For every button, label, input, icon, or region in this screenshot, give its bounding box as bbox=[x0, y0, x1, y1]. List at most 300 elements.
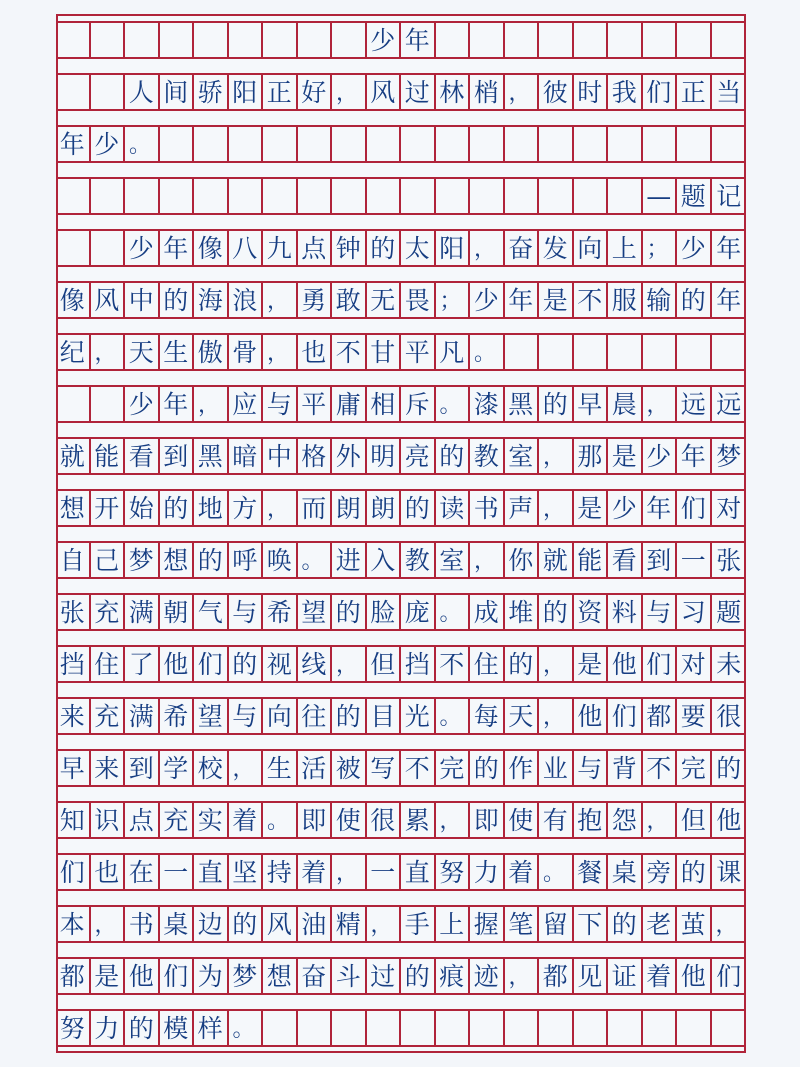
grid-cell-char: 模 bbox=[160, 1011, 195, 1045]
grid-cell-char: 入 bbox=[367, 543, 402, 577]
grid-cell-char: 生 bbox=[160, 335, 195, 369]
grid-cell-char: 旁 bbox=[643, 855, 678, 889]
grid-cell-char: 见 bbox=[574, 959, 609, 993]
attribution-row bbox=[56, 177, 746, 215]
grid-cell-char: 对 bbox=[716, 493, 742, 523]
grid-cell-empty bbox=[470, 23, 505, 57]
grid-cell-empty bbox=[91, 179, 126, 213]
grid-cell-empty bbox=[712, 23, 747, 57]
grid-cell-char: 但 bbox=[367, 647, 402, 681]
grid-cell-char: 室 bbox=[436, 543, 471, 577]
grid-cell-char: 即 bbox=[470, 803, 505, 837]
grid-cell-empty bbox=[367, 1011, 402, 1045]
grid-cell-empty bbox=[91, 387, 126, 421]
grid-cell-char: 住 bbox=[91, 647, 126, 681]
grid-cell-char: 骄 bbox=[194, 75, 229, 109]
grid-cell-char: 时 bbox=[574, 75, 609, 109]
grid-cell-empty bbox=[160, 23, 195, 57]
grid-cell-char: 与 bbox=[574, 751, 609, 785]
grid-cell-char: 唤 bbox=[263, 543, 298, 577]
grid-cell-empty bbox=[367, 179, 402, 213]
grid-cell-char: 好 bbox=[298, 75, 333, 109]
grid-cell-empty bbox=[56, 179, 91, 213]
grid-cell-char: 识 bbox=[91, 803, 126, 837]
grid-cell-char: 握 bbox=[470, 907, 505, 941]
grid-cell-empty bbox=[401, 1011, 436, 1045]
grid-cell-char: 完 bbox=[436, 751, 471, 785]
grid-cell-char: 己 bbox=[91, 543, 126, 577]
grid-cell-char: 朝 bbox=[160, 595, 195, 629]
grid-cell-char: 业 bbox=[539, 751, 574, 785]
grid-cell-empty bbox=[608, 127, 643, 161]
grid-cell-empty bbox=[229, 23, 264, 57]
grid-cell-char: 风 bbox=[263, 907, 298, 941]
grid-cell-char: 习 bbox=[677, 595, 712, 629]
grid-cell-empty bbox=[505, 1011, 540, 1045]
grid-cell-char: 畏 bbox=[401, 283, 436, 317]
grid-cell-char: 上 bbox=[608, 231, 643, 265]
grid-cell-char: 都 bbox=[643, 699, 678, 733]
grid-cell-char: ， bbox=[194, 387, 229, 421]
grid-cell-char: ， bbox=[539, 699, 574, 733]
grid-cell-char: 们 bbox=[643, 647, 678, 681]
grid-cell-empty bbox=[332, 23, 367, 57]
grid-cell-empty bbox=[91, 23, 126, 57]
grid-cell-char: 们 bbox=[608, 699, 643, 733]
grid-cell-char: 直 bbox=[401, 855, 436, 889]
grid-cell-empty bbox=[160, 179, 195, 213]
grid-cell-empty bbox=[56, 23, 91, 57]
grid-cell-char: 像 bbox=[56, 283, 91, 317]
grid-cell-char: 坚 bbox=[229, 855, 264, 889]
grid-cell-char: 他 bbox=[716, 805, 742, 835]
grid-cell-char: 年 bbox=[716, 233, 742, 263]
grid-cell-char: 少 bbox=[470, 283, 505, 317]
grid-cell-char: 朗 bbox=[367, 491, 402, 525]
grid-cell-char: 在 bbox=[125, 855, 160, 889]
grid-cell-char: 上 bbox=[436, 907, 471, 941]
grid-cell-char: 年 bbox=[160, 231, 195, 265]
grid-cell-char: 黑 bbox=[505, 387, 540, 421]
grid-cell-char: 的 bbox=[401, 491, 436, 525]
grid-cell-char: 努 bbox=[56, 1011, 91, 1045]
essay-row bbox=[56, 593, 746, 631]
grid-cell-char: 正 bbox=[263, 75, 298, 109]
epigraph-row bbox=[56, 73, 746, 111]
grid-cell-empty bbox=[298, 179, 333, 213]
grid-cell-char: 充 bbox=[91, 595, 126, 629]
grid-cell-char: 实 bbox=[194, 803, 229, 837]
grid-cell-char: 老 bbox=[643, 907, 678, 941]
grid-cell-char: 远 bbox=[716, 389, 742, 419]
grid-cell-char: 少 bbox=[125, 387, 160, 421]
grid-cell-char: 笔 bbox=[505, 907, 540, 941]
grid-cell-char: 黑 bbox=[194, 439, 229, 473]
grid-cell-empty bbox=[643, 1011, 678, 1045]
grid-cell-char: ； bbox=[643, 231, 678, 265]
grid-cell-empty bbox=[643, 127, 678, 161]
grid-cell-char: 希 bbox=[263, 595, 298, 629]
grid-cell-empty bbox=[608, 23, 643, 57]
composition-paper bbox=[56, 14, 746, 1053]
grid-cell-empty bbox=[436, 127, 471, 161]
grid-cell-char: 声 bbox=[505, 491, 540, 525]
grid-cell-char: 发 bbox=[539, 231, 574, 265]
grid-cell-empty bbox=[712, 335, 747, 369]
grid-cell-char: 使 bbox=[332, 803, 367, 837]
grid-cell-char: 背 bbox=[608, 751, 643, 785]
grid-cell-char: 的 bbox=[229, 647, 264, 681]
grid-cell-char: 斥 bbox=[401, 387, 436, 421]
grid-cell-char: 。 bbox=[263, 803, 298, 837]
grid-cell-char: 着 bbox=[643, 959, 678, 993]
grid-cell-char: 挡 bbox=[401, 647, 436, 681]
grid-cell-empty bbox=[712, 1011, 747, 1045]
grid-cell-empty bbox=[263, 1011, 298, 1045]
grid-cell-char: 学 bbox=[160, 751, 195, 785]
grid-cell-char: 不 bbox=[643, 751, 678, 785]
grid-cell-char: 的 bbox=[332, 595, 367, 629]
grid-cell-char: 风 bbox=[91, 283, 126, 317]
grid-cell-char: 少 bbox=[608, 491, 643, 525]
grid-cell-char: 痕 bbox=[436, 959, 471, 993]
grid-cell-char: 正 bbox=[677, 75, 712, 109]
grid-cell-char: 记 bbox=[716, 181, 742, 211]
grid-cell-char: 的 bbox=[125, 1011, 160, 1045]
grid-cell-empty bbox=[194, 179, 229, 213]
grid-cell-empty bbox=[401, 179, 436, 213]
grid-cell-char: 年 bbox=[401, 23, 436, 57]
grid-cell-char: 来 bbox=[91, 751, 126, 785]
grid-cell-empty bbox=[436, 179, 471, 213]
essay-row bbox=[56, 489, 746, 527]
grid-cell-char: 力 bbox=[470, 855, 505, 889]
epigraph-row bbox=[56, 125, 746, 163]
grid-cell-char: 傲 bbox=[194, 335, 229, 369]
grid-cell-char: 读 bbox=[436, 491, 471, 525]
grid-cell-char: 到 bbox=[160, 439, 195, 473]
grid-cell-char: 阳 bbox=[229, 75, 264, 109]
grid-cell-char: 挡 bbox=[56, 647, 91, 681]
grid-cell-empty bbox=[332, 1011, 367, 1045]
grid-cell-char: 无 bbox=[367, 283, 402, 317]
grid-cell-empty bbox=[125, 179, 160, 213]
grid-cell-char: 看 bbox=[608, 543, 643, 577]
grid-cell-char: 的 bbox=[229, 907, 264, 941]
grid-cell-char: 林 bbox=[436, 75, 471, 109]
grid-cell-empty bbox=[677, 127, 712, 161]
grid-cell-char: 他 bbox=[608, 647, 643, 681]
grid-cell-char: 餐 bbox=[574, 855, 609, 889]
grid-cell-char: 方 bbox=[229, 491, 264, 525]
grid-cell-char: ， bbox=[539, 647, 574, 681]
grid-cell-char: 的 bbox=[608, 907, 643, 941]
grid-cell-char: 就 bbox=[56, 439, 91, 473]
grid-cell-char: ， bbox=[263, 335, 298, 369]
grid-cell-char: 书 bbox=[470, 491, 505, 525]
grid-cell-char: 相 bbox=[367, 387, 402, 421]
grid-cell-char: 想 bbox=[263, 959, 298, 993]
grid-cell-empty bbox=[194, 23, 229, 57]
grid-cell-char: 是 bbox=[539, 283, 574, 317]
grid-cell-empty bbox=[539, 23, 574, 57]
grid-cell-char: 阳 bbox=[436, 231, 471, 265]
grid-cell-char: 脸 bbox=[367, 595, 402, 629]
grid-cell-char: 点 bbox=[125, 803, 160, 837]
grid-cell-empty bbox=[677, 23, 712, 57]
grid-cell-char: 朗 bbox=[332, 491, 367, 525]
grid-cell-char: 。 bbox=[539, 855, 574, 889]
grid-cell-char: 着 bbox=[298, 855, 333, 889]
grid-cell-char: 过 bbox=[401, 75, 436, 109]
grid-cell-empty bbox=[436, 1011, 471, 1045]
grid-cell-empty bbox=[194, 127, 229, 161]
grid-cell-char: 满 bbox=[125, 699, 160, 733]
grid-cell-char: 着 bbox=[229, 803, 264, 837]
grid-cell-char: 成 bbox=[470, 595, 505, 629]
grid-cell-char: 线 bbox=[298, 647, 333, 681]
grid-cell-char: 与 bbox=[229, 595, 264, 629]
grid-cell-char: ， bbox=[91, 335, 126, 369]
grid-cell-char: ， bbox=[715, 913, 738, 938]
grid-cell-empty bbox=[643, 335, 678, 369]
grid-cell-char: 外 bbox=[332, 439, 367, 473]
grid-cell-char: 的 bbox=[539, 595, 574, 629]
grid-cell-char: 活 bbox=[298, 751, 333, 785]
grid-cell-char: 的 bbox=[160, 283, 195, 317]
grid-cell-char: 不 bbox=[436, 647, 471, 681]
grid-cell-empty bbox=[505, 335, 540, 369]
grid-cell-empty bbox=[160, 127, 195, 161]
grid-cell-char: 的 bbox=[539, 387, 574, 421]
grid-cell-char: 他 bbox=[160, 647, 195, 681]
grid-cell-char: 年 bbox=[643, 491, 678, 525]
essay-row bbox=[56, 281, 746, 319]
grid-cell-char: 自 bbox=[56, 543, 91, 577]
grid-cell-char: 斗 bbox=[332, 959, 367, 993]
grid-cell-char: 桌 bbox=[608, 855, 643, 889]
grid-cell-char: ， bbox=[539, 491, 574, 525]
grid-cell-char: 气 bbox=[194, 595, 229, 629]
grid-cell-char: 有 bbox=[539, 803, 574, 837]
grid-cell-char: 下 bbox=[574, 907, 609, 941]
grid-cell-empty bbox=[470, 127, 505, 161]
grid-cell-char: 少 bbox=[125, 231, 160, 265]
grid-cell-char: ， bbox=[436, 803, 471, 837]
grid-cell-char: 边 bbox=[194, 907, 229, 941]
grid-cell-char: 钟 bbox=[332, 231, 367, 265]
grid-cell-empty bbox=[298, 1011, 333, 1045]
grid-cell-char: 那 bbox=[574, 439, 609, 473]
grid-cell-char: 过 bbox=[367, 959, 402, 993]
grid-cell-char: 持 bbox=[263, 855, 298, 889]
grid-cell-empty bbox=[436, 23, 471, 57]
grid-cell-char: 骨 bbox=[229, 335, 264, 369]
grid-cell-char: 的 bbox=[677, 283, 712, 317]
grid-cell-char: — bbox=[643, 179, 678, 213]
grid-cell-char: 。 bbox=[436, 387, 471, 421]
grid-cell-char: 。 bbox=[229, 1011, 264, 1045]
grid-cell-char: 他 bbox=[574, 699, 609, 733]
grid-cell-char: 资 bbox=[574, 595, 609, 629]
grid-cell-char: 早 bbox=[56, 751, 91, 785]
grid-cell-char: 梦 bbox=[716, 441, 742, 471]
grid-cell-char: 充 bbox=[91, 699, 126, 733]
grid-cell-char: 课 bbox=[716, 857, 742, 887]
essay-row bbox=[56, 645, 746, 683]
grid-cell-char: 但 bbox=[677, 803, 712, 837]
title-row bbox=[56, 21, 746, 59]
grid-cell-empty bbox=[505, 179, 540, 213]
essay-row bbox=[56, 437, 746, 475]
grid-cell-char: 的 bbox=[367, 231, 402, 265]
grid-cell-char: 。 bbox=[125, 127, 160, 161]
grid-cell-char: 平 bbox=[401, 335, 436, 369]
grid-cell-empty bbox=[332, 179, 367, 213]
grid-cell-empty bbox=[608, 179, 643, 213]
grid-cell-char: 们 bbox=[194, 647, 229, 681]
grid-cell-char: 了 bbox=[125, 647, 160, 681]
grid-cell-char: 能 bbox=[574, 543, 609, 577]
grid-cell-char: 甘 bbox=[367, 335, 402, 369]
grid-cell-empty bbox=[56, 231, 91, 265]
grid-cell-char: 手 bbox=[401, 907, 436, 941]
grid-cell-empty bbox=[574, 335, 609, 369]
grid-cell-char: 题 bbox=[677, 179, 712, 213]
grid-cell-char: 是 bbox=[91, 959, 126, 993]
grid-cell-empty bbox=[574, 1011, 609, 1045]
grid-cell-empty bbox=[298, 23, 333, 57]
grid-cell-char: 年 bbox=[716, 285, 742, 315]
grid-cell-char: 与 bbox=[643, 595, 678, 629]
grid-cell-char: ， bbox=[229, 751, 264, 785]
grid-cell-empty bbox=[505, 23, 540, 57]
grid-cell-empty bbox=[91, 231, 126, 265]
grid-cell-char: ， bbox=[470, 231, 505, 265]
grid-cell-char: 而 bbox=[298, 491, 333, 525]
grid-cell-char: ， bbox=[332, 75, 367, 109]
grid-cell-char: 都 bbox=[539, 959, 574, 993]
grid-cell-char: 生 bbox=[263, 751, 298, 785]
grid-cell-empty bbox=[505, 127, 540, 161]
grid-cell-char: 开 bbox=[91, 491, 126, 525]
grid-cell-char: 题 bbox=[716, 597, 742, 627]
grid-cell-empty bbox=[608, 335, 643, 369]
grid-cell-char: 少 bbox=[677, 231, 712, 265]
grid-cell-char: 一 bbox=[677, 543, 712, 577]
grid-cell-empty bbox=[470, 179, 505, 213]
grid-cell-char: 八 bbox=[229, 231, 264, 265]
grid-cell-char: 的 bbox=[401, 959, 436, 993]
grid-cell-char: 远 bbox=[677, 387, 712, 421]
essay-row bbox=[56, 229, 746, 267]
grid-cell-char: 很 bbox=[716, 701, 742, 731]
grid-cell-char: 风 bbox=[367, 75, 402, 109]
grid-cell-empty bbox=[677, 335, 712, 369]
grid-cell-char: 即 bbox=[298, 803, 333, 837]
grid-cell-char: 天 bbox=[125, 335, 160, 369]
grid-cell-char: 太 bbox=[401, 231, 436, 265]
grid-cell-char: 使 bbox=[505, 803, 540, 837]
grid-cell-char: 满 bbox=[125, 595, 160, 629]
grid-cell-char: 庸 bbox=[332, 387, 367, 421]
essay-row bbox=[56, 333, 746, 371]
grid-cell-char: 就 bbox=[539, 543, 574, 577]
grid-cell-char: ， bbox=[505, 75, 540, 109]
grid-cell-char: 少 bbox=[91, 127, 126, 161]
grid-cell-char: 中 bbox=[125, 283, 160, 317]
grid-cell-char: 每 bbox=[470, 699, 505, 733]
grid-cell-char: ， bbox=[539, 439, 574, 473]
grid-cell-char: 亮 bbox=[401, 439, 436, 473]
grid-cell-empty bbox=[125, 23, 160, 57]
grid-cell-char: 们 bbox=[160, 959, 195, 993]
essay-row bbox=[56, 801, 746, 839]
grid-cell-char: 呼 bbox=[229, 543, 264, 577]
grid-cell-char: 也 bbox=[298, 335, 333, 369]
grid-cell-char: 视 bbox=[263, 647, 298, 681]
grid-cell-char: 年 bbox=[677, 439, 712, 473]
grid-cell-char: 本 bbox=[56, 907, 91, 941]
grid-cell-char: 室 bbox=[505, 439, 540, 473]
grid-cell-char: 敢 bbox=[332, 283, 367, 317]
grid-cell-empty bbox=[263, 179, 298, 213]
grid-cell-char: 想 bbox=[160, 543, 195, 577]
grid-cell-char: 不 bbox=[401, 751, 436, 785]
grid-cell-char: 的 bbox=[160, 491, 195, 525]
grid-cell-char: 不 bbox=[332, 335, 367, 369]
grid-cell-empty bbox=[574, 127, 609, 161]
grid-cell-char: 是 bbox=[608, 439, 643, 473]
grid-cell-char: 望 bbox=[194, 699, 229, 733]
grid-cell-empty bbox=[263, 127, 298, 161]
grid-cell-empty bbox=[643, 23, 678, 57]
grid-cell-char: 到 bbox=[125, 751, 160, 785]
grid-cell-char: 他 bbox=[677, 959, 712, 993]
grid-cell-char: 充 bbox=[160, 803, 195, 837]
grid-cell-char: 力 bbox=[91, 1011, 126, 1045]
grid-cell-char: 与 bbox=[229, 699, 264, 733]
grid-cell-char: 的 bbox=[470, 751, 505, 785]
grid-cell-char: 看 bbox=[125, 439, 160, 473]
grid-cell-char: 。 bbox=[436, 595, 471, 629]
grid-cell-char: 服 bbox=[608, 283, 643, 317]
grid-cell-char: 漆 bbox=[470, 387, 505, 421]
grid-cell-char: 向 bbox=[263, 699, 298, 733]
grid-cell-empty bbox=[539, 335, 574, 369]
grid-cell-char: 被 bbox=[332, 751, 367, 785]
grid-cell-char: 抱 bbox=[574, 803, 609, 837]
grid-cell-char: 奋 bbox=[505, 231, 540, 265]
grid-cell-char: 能 bbox=[91, 439, 126, 473]
grid-cell-empty bbox=[677, 1011, 712, 1045]
grid-cell-char: 张 bbox=[716, 545, 742, 575]
essay-row bbox=[56, 1009, 746, 1047]
grid-cell-char: 的 bbox=[436, 439, 471, 473]
grid-cell-char: 张 bbox=[56, 595, 91, 629]
grid-cell-empty bbox=[91, 75, 126, 109]
grid-cell-char: 油 bbox=[298, 907, 333, 941]
grid-cell-char: 对 bbox=[677, 647, 712, 681]
grid-cell-empty bbox=[574, 179, 609, 213]
grid-cell-char: 地 bbox=[194, 491, 229, 525]
grid-cell-char: 年 bbox=[505, 283, 540, 317]
grid-cell-char: 奋 bbox=[298, 959, 333, 993]
grid-cell-char: ， bbox=[505, 959, 540, 993]
grid-cell-empty bbox=[712, 127, 747, 161]
grid-cell-char: 点 bbox=[298, 231, 333, 265]
grid-cell-char: 们 bbox=[56, 855, 91, 889]
